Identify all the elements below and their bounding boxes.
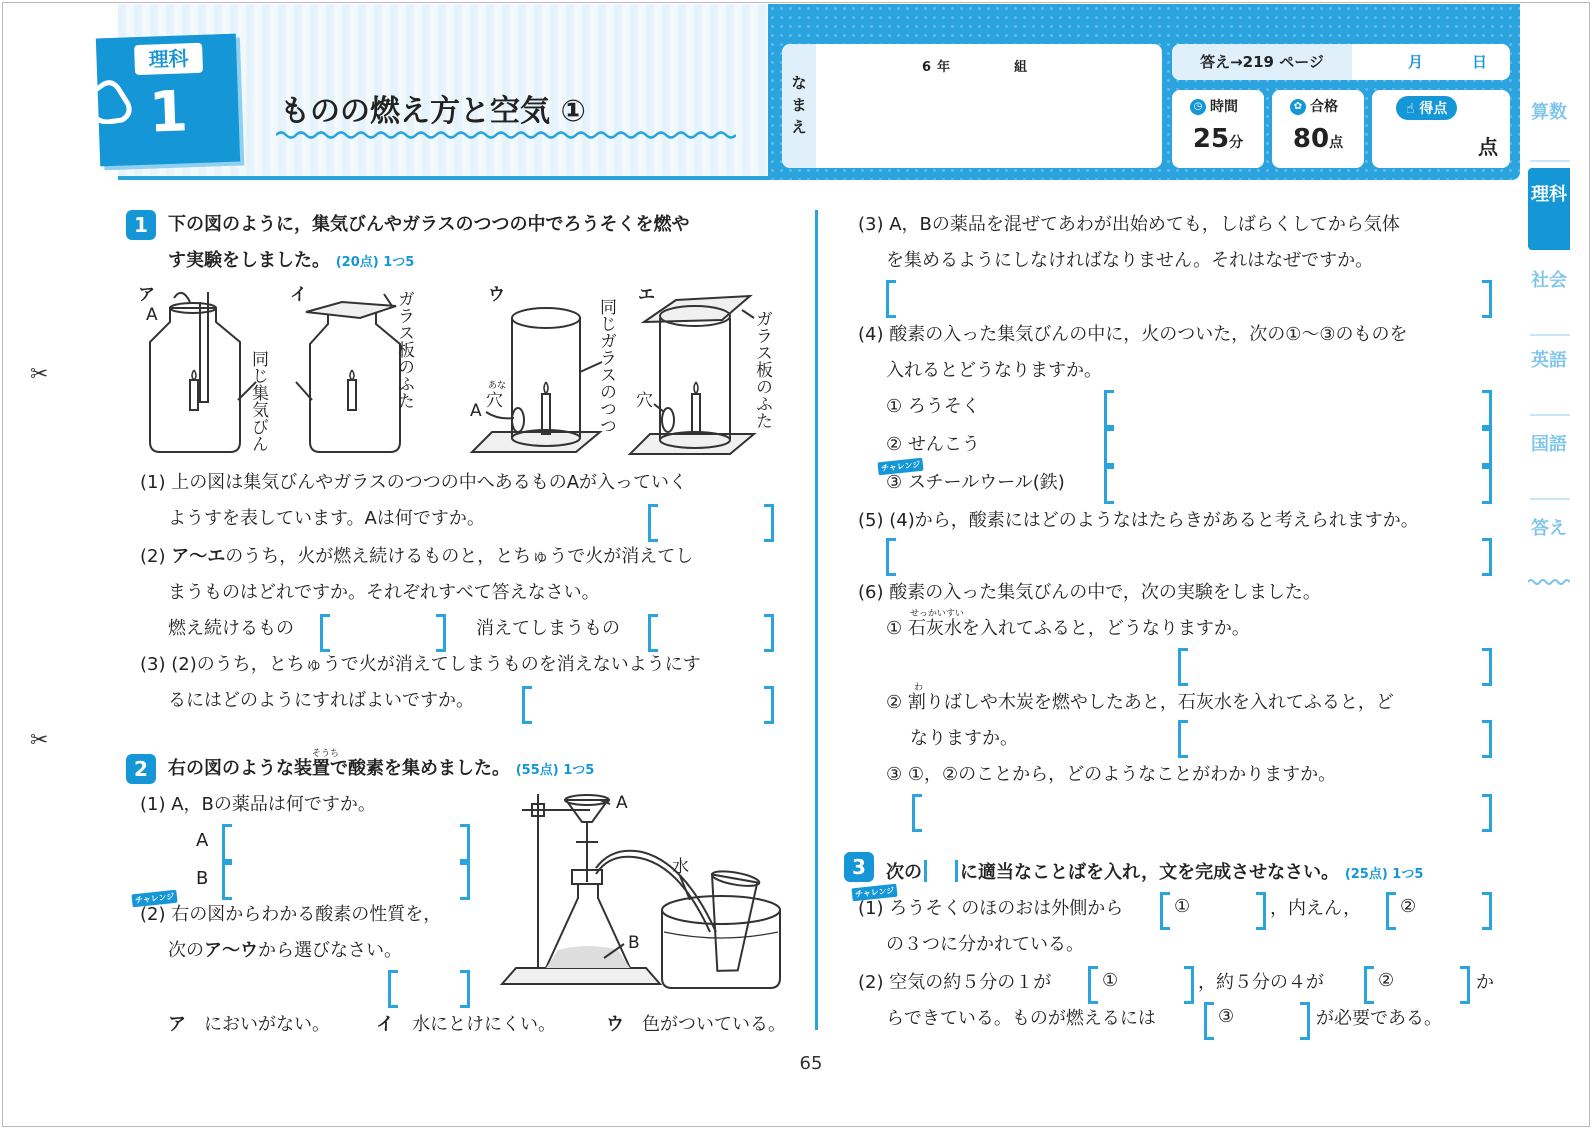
answer-box[interactable] (648, 614, 774, 646)
svg-text:穴: 穴 (636, 391, 653, 411)
svg-text:A: A (616, 793, 628, 813)
tab-english[interactable]: 英語 (1531, 350, 1567, 371)
svg-text:あな: あな (488, 381, 507, 391)
answer-box[interactable] (522, 686, 774, 718)
answer-box[interactable]: ② (1386, 892, 1492, 924)
score-box[interactable]: ☝ 得点 点 (1372, 90, 1510, 168)
name-label: なまえ (791, 74, 807, 136)
answer-box[interactable] (222, 824, 470, 856)
answer-box[interactable] (222, 862, 470, 894)
challenge-badge: チャレンジ (131, 890, 177, 908)
answer-box[interactable]: ① (1088, 966, 1194, 998)
challenge-badge: チャレンジ (877, 458, 923, 476)
answer-box[interactable] (886, 280, 1492, 312)
column-divider (815, 210, 818, 1030)
challenge-badge: チャレンジ (851, 884, 897, 902)
scissors-icon: ✂ (30, 728, 49, 753)
question-number: 1 (126, 210, 156, 240)
answer-box[interactable] (388, 970, 470, 1002)
tab-answers[interactable]: 答え (1531, 518, 1567, 539)
svg-text:穴: 穴 (486, 391, 503, 411)
answer-box[interactable] (1104, 390, 1492, 422)
answer-box[interactable] (1178, 648, 1492, 680)
tab-math[interactable]: 算数 (1531, 102, 1567, 123)
tab-social[interactable]: 社会 (1531, 270, 1567, 291)
svg-text:イ: イ (290, 285, 307, 305)
subject-label: 理科 (134, 43, 203, 75)
side-wave (1528, 578, 1570, 586)
svg-text:エ: エ (638, 285, 655, 305)
svg-text:ア: ア (138, 285, 155, 305)
page-number: 65 (799, 1053, 823, 1074)
time-box: ◷ 時間 25分 (1172, 90, 1264, 168)
svg-text:ウ: ウ (488, 285, 505, 305)
name-field[interactable] (782, 44, 1162, 168)
answer-box[interactable] (1104, 428, 1492, 460)
answer-box[interactable] (886, 538, 1492, 570)
svg-text:A: A (146, 305, 158, 325)
svg-text:ガラス板のふた: ガラス板のふた (394, 290, 414, 409)
answer-ref-box (1172, 44, 1510, 80)
answer-box[interactable] (648, 504, 774, 536)
answer-box[interactable]: ③ (1204, 1002, 1310, 1034)
answer-box[interactable] (912, 794, 1492, 826)
answer-box[interactable] (1178, 720, 1492, 752)
svg-text:同じ集気びん: 同じ集気びん (248, 350, 268, 452)
paperclip-icon (78, 78, 134, 124)
answer-box[interactable] (320, 614, 446, 646)
pass-box: ✿ 合格 80点 (1272, 90, 1364, 168)
answer-page-ref: 答え→219 ページ (1172, 44, 1352, 80)
tab-science[interactable]: 理科 (1528, 168, 1570, 250)
answer-box[interactable] (1104, 466, 1492, 498)
svg-text:ガラス板のふた: ガラス板のふた (752, 310, 772, 429)
candle-experiment-figure (130, 282, 790, 462)
q1-text: 下の図のように，集気びんやガラスのつつの中でろうそくを燃や (168, 214, 690, 235)
unit-number: 1 (147, 79, 190, 146)
answer-box[interactable]: ② (1364, 966, 1470, 998)
month-label: 月 (1408, 53, 1424, 71)
clock-icon: ◷ (1190, 99, 1206, 115)
score-tag: ☝ 得点 (1396, 96, 1457, 120)
svg-text:同じガラスのつつ: 同じガラスのつつ (596, 298, 616, 434)
page-title: ものの燃え方と空気 ① (280, 94, 586, 129)
tab-japanese[interactable]: 国語 (1531, 434, 1567, 455)
svg-text:水: 水 (672, 857, 689, 877)
title-underline (276, 130, 736, 140)
flower-icon: ✿ (1290, 99, 1306, 115)
scissors-icon: ✂ (30, 362, 49, 387)
question-number: 3 (844, 852, 874, 882)
answer-box[interactable]: ① (1160, 892, 1266, 924)
svg-text:A: A (470, 401, 482, 421)
svg-text:B: B (628, 933, 640, 953)
question-number: 2 (126, 754, 156, 784)
day-label: 日 (1472, 53, 1488, 71)
oxygen-apparatus-figure (500, 782, 800, 996)
grade-class: 6 年 組 (922, 60, 1028, 75)
